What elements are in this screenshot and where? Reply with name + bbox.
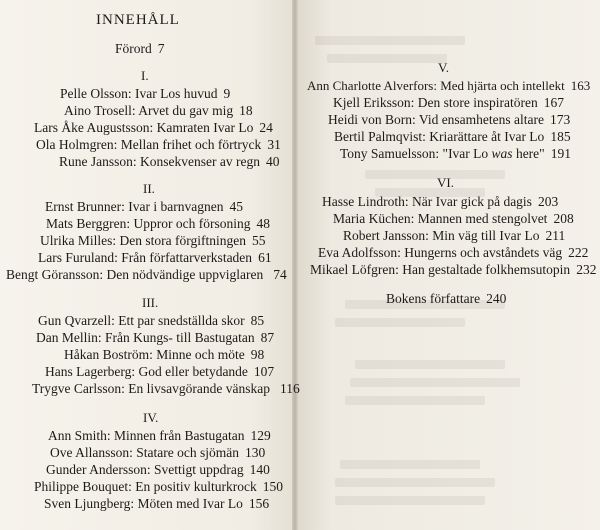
section-numeral: III. — [142, 295, 159, 310]
toc-entry: Eva Adolfsson: Hungerns och avståndets väg 222 — [318, 245, 589, 260]
toc-entry: Trygve Carlsson: En livsavgörande vänskap 116 — [32, 381, 300, 396]
toc-entry: Ernst Brunner: Ivar i barnvagnen 45 — [45, 199, 243, 214]
section-numeral: VI. — [437, 175, 454, 190]
toc-entry: Sven Ljungberg: Möten med Ivar Lo 156 — [44, 496, 270, 511]
toc-entry: Kjell Eriksson: Den store inspiratören 167 — [333, 95, 564, 110]
entry-page: 240 — [486, 291, 507, 306]
toc-entry: Hasse Lindroth: När Ivar gick på dagis 203 — [322, 194, 559, 209]
toc-entry: Lars Furuland: Från författarverkstaden 61 — [38, 250, 272, 265]
toc-entry: Hans Lagerberg: God eller betydande 107 — [45, 364, 275, 379]
toc-entry: Dan Mellin: Från Kungs- till Bastugatan 87 — [36, 330, 275, 345]
entry-page: 7 — [157, 41, 165, 56]
toc-entry: Tony Samuelsson: "Ivar Lo was here" 191 — [340, 146, 571, 161]
section-numeral: I. — [141, 68, 149, 83]
page-title: INNEHÅLL — [96, 12, 180, 28]
toc-entry: Maria Küchen: Mannen med stengolvet 208 — [333, 211, 574, 226]
toc-entry: Lars Åke Augustsson: Kamraten Ivar Lo 24 — [34, 120, 273, 135]
toc-entry: Mats Berggren: Uppror och försoning 48 — [46, 216, 270, 231]
section-numeral: IV. — [143, 410, 159, 425]
toc-entry: Ola Holmgren: Mellan frihet och förtryck 31 — [36, 137, 281, 152]
toc-entry: Rune Jansson: Konsekvenser av regn 40 — [59, 154, 280, 169]
section-numeral: V. — [438, 60, 449, 75]
toc-entry: Håkan Boström: Minne och möte 98 — [64, 347, 265, 362]
toc-entry: Gun Qvarzell: Ett par snedställda skor 85 — [38, 313, 265, 328]
toc-entry: Gunder Andersson: Svettigt uppdrag 140 — [46, 462, 270, 477]
toc-entry: Aino Trosell: Arvet du gav mig 18 — [64, 103, 253, 118]
entry-text: Bokens författare — [386, 291, 481, 306]
toc-entry: Ann Smith: Minnen från Bastugatan 129 — [48, 428, 271, 443]
foreword-entry — [115, 41, 165, 57]
toc-entry: Bengt Göransson: Den nödvändige uppviglaren 74 — [6, 267, 287, 282]
book-gutter — [292, 0, 298, 530]
toc-entry: Bertil Palmqvist: Kriarättare åt Ivar Lo 185 — [334, 129, 571, 144]
toc-entry: Ulrika Milles: Den stora förgiftningen 55 — [40, 233, 266, 248]
authors-entry — [386, 291, 506, 307]
toc-entry: Ann Charlotte Alverfors: Med hjärta och intellekt 163 — [307, 78, 591, 93]
toc-entry: Philippe Bouquet: En positiv kulturkrock 150 — [34, 479, 283, 494]
toc-entry: Ove Allansson: Statare och sjömän 130 — [50, 445, 266, 460]
toc-entry: Heidi von Born: Vid ensamhetens altare 173 — [328, 112, 571, 127]
entry-text: Förord — [115, 41, 152, 56]
section-numeral: II. — [143, 181, 155, 196]
toc-entry: Mikael Löfgren: Han gestaltade folkhemsutopin 232 — [310, 262, 597, 277]
toc-entry: Pelle Olsson: Ivar Los huvud 9 — [60, 86, 231, 101]
toc-entry: Robert Jansson: Min väg till Ivar Lo 211 — [343, 228, 566, 243]
